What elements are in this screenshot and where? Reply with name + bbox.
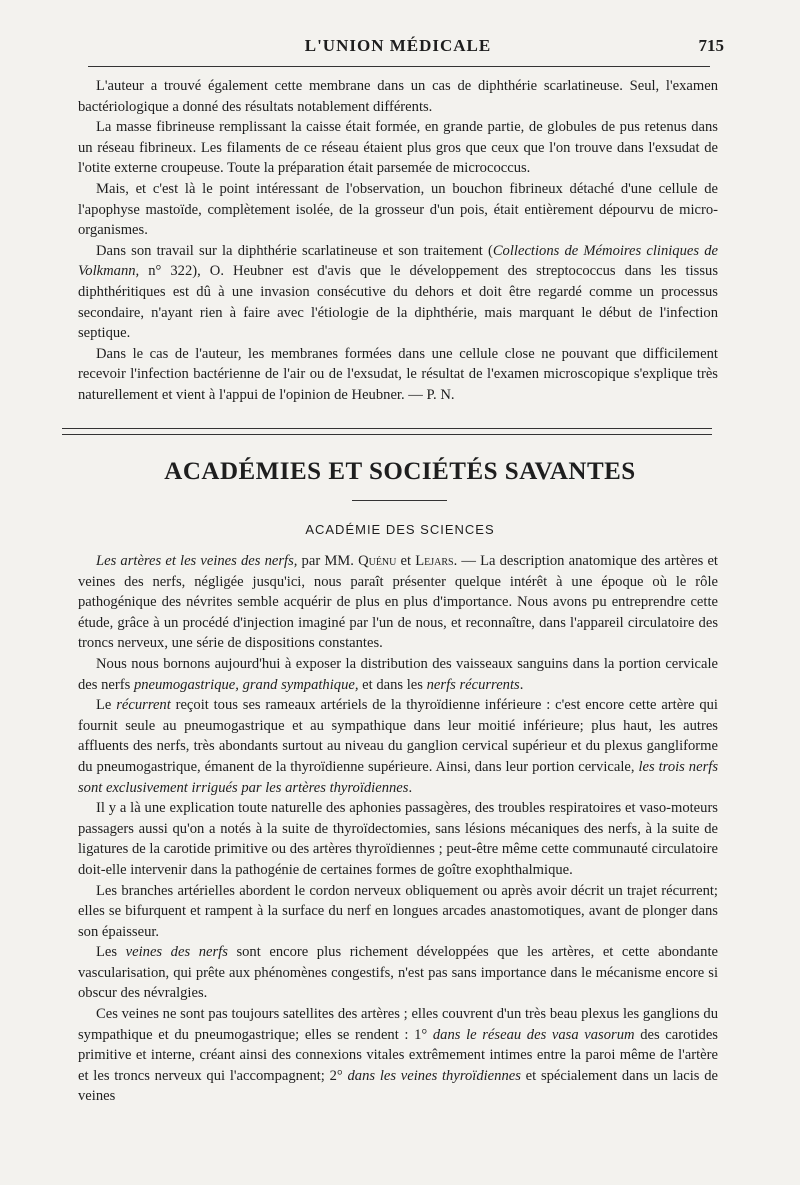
paragraph: Les branches artérielles abordent le cordon nerveux obliquement ou après avoir décrit un trajet récurrent; elles se bifurquent et rampent à la surface du nerf en longues arcades anastomotiques, avant de plonger dans son épaisseur. <box>78 882 718 940</box>
header-rule <box>88 66 710 67</box>
report-title: Les artères et les veines des nerfs, <box>96 553 298 569</box>
article-continuation <box>78 76 718 406</box>
paragraph: Nous nous bornons aujourd'hui à exposer la distribution des vaisseaux sanguins dans la portion cervicale des nerfs pneumogastrique, grand sympathique, et dans les nerfs récurrents. <box>78 655 718 693</box>
paragraph: Les veines des nerfs sont encore plus richement développées que les artères, et cette abondante vascularisation, qui prête aux phénomènes congestifs, n'est pas sans importance dans le mécanisme encore si obscur des névralgies. <box>78 944 718 1002</box>
paragraph: Mais, et c'est là le point intéressant de l'observation, un bouchon fibrineux détaché d'une cellule de l'apophyse mastoïde, complètement isolée, de la grosseur d'un pois, était entièrement dépourvu de micro-organismes. <box>78 180 718 239</box>
paragraph: Dans le cas de l'auteur, les membranes formées dans une cellule close ne pouvant que difficilement recevoir l'infection bactérienne de l'air ou de l'exsudat, le résultat de l'examen microscopique s'explique très naturellement et vient à l'appui de l'opinion de Heubner. — P. N. <box>78 345 718 403</box>
paragraph: Les artères et les veines des nerfs, par MM. Quénu et Lejars. — La description anatomique des artères et veines des nerfs, négligée jusqu'ici, nous paraît présenter quelque intérêt à une époque où le rôle pathogénique des névrites semble acquérir de plus en plus d'importance. Nous avons pu entreprendre cette étude, grâce à un procédé d'injection imaginé par l'un de nous, et reconnaître, dans l'appareil circulatoire des troncs nerveux, une série de dispositions constantes. <box>78 553 718 652</box>
paragraph: La masse fibrineuse remplissant la caisse était formée, en grande partie, de globules de pus retenus dans un réseau fibrineux. Les filaments de ce réseau étaient plus gros que ceux que l'on trouve dans l'exsudat de l'otite externe croupeuse. Toute la préparation était parsemée de micrococcus. <box>78 119 718 177</box>
paragraph: Il y a là une explication toute naturelle des aphonies passagères, des troubles respiratoires et vaso-moteurs passagers aussi qu'on a notés à la suite de thyroïdectomies, sans lésions mécaniques des nerfs, à la suite de ligatures de la carotide primitive ou des artères thyroïdiennes ; peut-être même cette communauté circulatoire doit-elle intervenir dans la pathogénie de certaines formes de goître exophthalmique. <box>78 800 718 878</box>
page-number: 715 <box>698 36 724 55</box>
section-title: ACADÉMIES ET SOCIÉTÉS SAVANTES <box>164 458 636 485</box>
section-divider <box>62 428 712 435</box>
running-header <box>78 36 724 60</box>
paragraph: L'auteur a trouvé également cette membrane dans un cas de diphthérie scarlatineuse. Seul, l'examen bactériologique a donné des résultats notablement différents. <box>78 78 718 115</box>
paragraph: Dans son travail sur la diphthérie scarlatineuse et son traitement (Collections de Mémoires cliniques de Volkmann, n° 322), O. Heubner est d'avis que le développement des streptococcus dans les tissus diphthéritiques est dû à une invasion consécutive du dehors et doit être regardé comme un processus secondaire, n'ayant rien à faire avec l'étiologie de la diphthérie, mais marquant le début de l'infection septique. <box>78 242 718 342</box>
running-title: L'UNION MÉDICALE <box>304 36 492 55</box>
author-name: Quénu <box>358 553 397 569</box>
paragraph: Ces veines ne sont pas toujours satellites des artères ; elles couvrent d'un très beau plexus les ganglions du sympathique et du pneumogastrique; elles se rendent : 1° dans le réseau des vasa vasorum des carotides primitive et interne, créant ainsi des connexions vitales extrêmement intimes entre la paroi même de l'artère et les troncs nerveux qui l'accompagnent; 2° dans les veines thyroïdiennes et spécialement dans un lacis de veines <box>78 1006 718 1105</box>
academy-report <box>78 551 718 1107</box>
subsection-title: ACADÉMIE DES SCIENCES <box>305 522 495 537</box>
paragraph: Le récurrent reçoit tous ses rameaux artériels de la thyroïdienne inférieure : c'est encore cette artère qui fournit seule au pneumogastrique et au sympathique dans leur moitié inférieure; plus haut, les autres affluents des nerfs, très abondants surtout au niveau du ganglion cervical supérieur et du plexus gangliforme du pneumogastrique, émanent de la thyroïdienne supérieure. Ainsi, dans leur portion cervicale, les trois nerfs sont exclusivement irrigués par les artères thyroïdiennes. <box>78 697 718 796</box>
title-underline <box>352 500 447 501</box>
author-name: Lejars <box>415 553 454 569</box>
cited-work: Collections de Mémoires cliniques de Volkmann, <box>78 242 718 280</box>
